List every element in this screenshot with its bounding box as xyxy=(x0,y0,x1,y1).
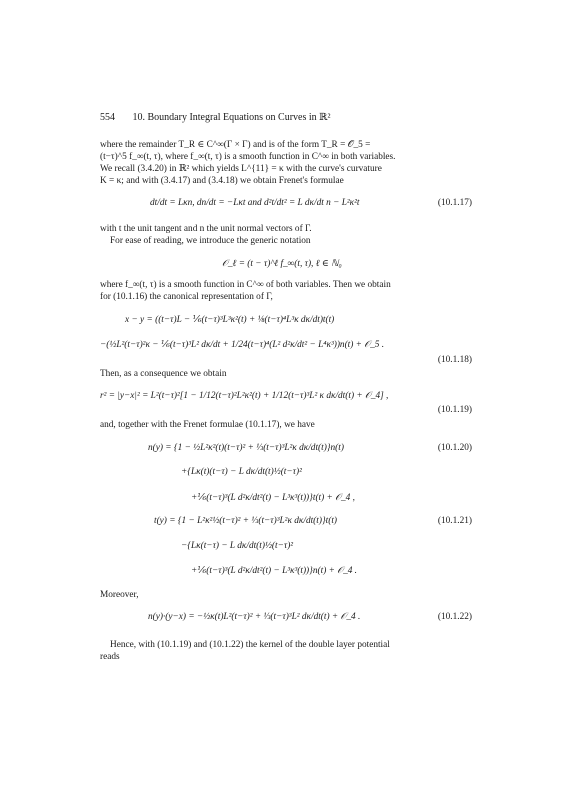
paragraph-line: where f_∞(t, τ) is a smooth function in C^∞ of both variables. Then we obtain xyxy=(100,280,391,290)
equation-10-1-21-line3: +⅙(t−τ)³(L d²κ/dt²(t) − L³κ³(t))}n(t) + 𝒪_4 . xyxy=(191,566,358,576)
page-number: 554 xyxy=(100,112,115,123)
equation-10-1-18-line1: x − y = ((t−τ)L − ⅙(t−τ)³L³κ²(t) + ⅛(t−τ)⁴L³κ dκ/dt)t(t) xyxy=(125,315,335,325)
equation-10-1-20-line1: n(y) = {1 − ½L²κ²(t)(t−τ)² + ⅓(t−τ)³L²κ dκ/dt(t)}n(t) xyxy=(148,443,344,453)
paragraph-line: K = κ; and with (3.4.17) and (3.4.18) we obtain Frenet's formulae xyxy=(100,176,344,186)
paragraph-line: (t−τ)^5 f_∞(t, τ), where f_∞(t, τ) is a smooth function in C^∞ in both variables. xyxy=(100,152,396,162)
equation-number: (10.1.17) xyxy=(437,198,472,208)
equation-10-1-20-line3: +⅙(t−τ)³(L d²κ/dt²(t) − L³κ³(t))}t(t) + 𝒪_4 , xyxy=(191,493,355,503)
equation-10-1-21-line1: t(y) = {1 − L²κ²½(t−τ)² + ⅓(t−τ)³L²κ dκ/dt(t)}t(t) xyxy=(154,516,338,526)
paragraph-line: with t the unit tangent and n the unit normal vectors of Γ. xyxy=(100,224,312,234)
equation-10-1-22: n(y)·(y−x) = −½κ(t)L²(t−τ)² + ⅓(t−τ)³L² dκ/dt(t) + 𝒪_4 . xyxy=(148,612,361,622)
equation-10-1-19: r² = |y−x|² = L²(t−τ)²[1 − 1/12(t−τ)²L²κ²(t) + 1/12(t−τ)³L² κ dκ/dt(t) + 𝒪_4] , xyxy=(100,391,389,401)
paragraph-line: We recall (3.4.20) in ℝ² which yields L^{11} = κ with the curve's curvature xyxy=(100,164,382,174)
equation-10-1-21-line2: −{Lκ(t−τ) − L dκ/dt(t)½(t−τ)² xyxy=(181,541,294,551)
running-header xyxy=(100,112,472,123)
equation-10-1-18-line2: −(½L²(t−τ)²κ − ⅙(t−τ)³L² dκ/dt + 1/24(t−τ)⁴(L² d²κ/dt² − L⁴κ³))n(t) + 𝒪_5 . xyxy=(100,340,385,350)
paragraph-line: Hence, with (10.1.19) and (10.1.22) the kernel of the double layer potential xyxy=(110,640,390,650)
paragraph-line: Moreover, xyxy=(100,590,139,600)
paragraph-line: reads xyxy=(100,652,120,662)
equation-number: (10.1.21) xyxy=(437,516,472,526)
paragraph-line: for (10.1.16) the canonical representation of Γ, xyxy=(100,292,273,302)
equation-number: (10.1.19) xyxy=(437,405,472,415)
paragraph-line: Then, as a consequence we obtain xyxy=(100,369,227,379)
equation-number: (10.1.18) xyxy=(437,355,472,365)
running-title: 10. Boundary Integral Equations on Curves in ℝ² xyxy=(132,112,331,123)
paragraph-line: where the remainder T_R ∈ C^∞(Γ × Γ) and is of the form T_R = 𝒪_5 = xyxy=(100,140,371,150)
equation-10-1-20-line2: +{Lκ(t)(t−τ) − L dκ/dt(t)½(t−τ)² xyxy=(181,467,302,477)
equation-generic-notation: 𝒪_ℓ = (t − τ)^ℓ f_∞(t, τ), ℓ ∈ ℕ₀ xyxy=(222,259,342,269)
paragraph-line: For ease of reading, we introduce the generic notation xyxy=(110,236,311,246)
equation-number: (10.1.22) xyxy=(437,612,472,622)
equation-number: (10.1.20) xyxy=(437,443,472,453)
paragraph-line: and, together with the Frenet formulae (10.1.17), we have xyxy=(100,420,315,430)
equation-10-1-17: dt/dt = Lκn, dn/dt = −Lκt and d²t/dt² = L dκ/dt n − L²κ²t xyxy=(150,198,360,208)
